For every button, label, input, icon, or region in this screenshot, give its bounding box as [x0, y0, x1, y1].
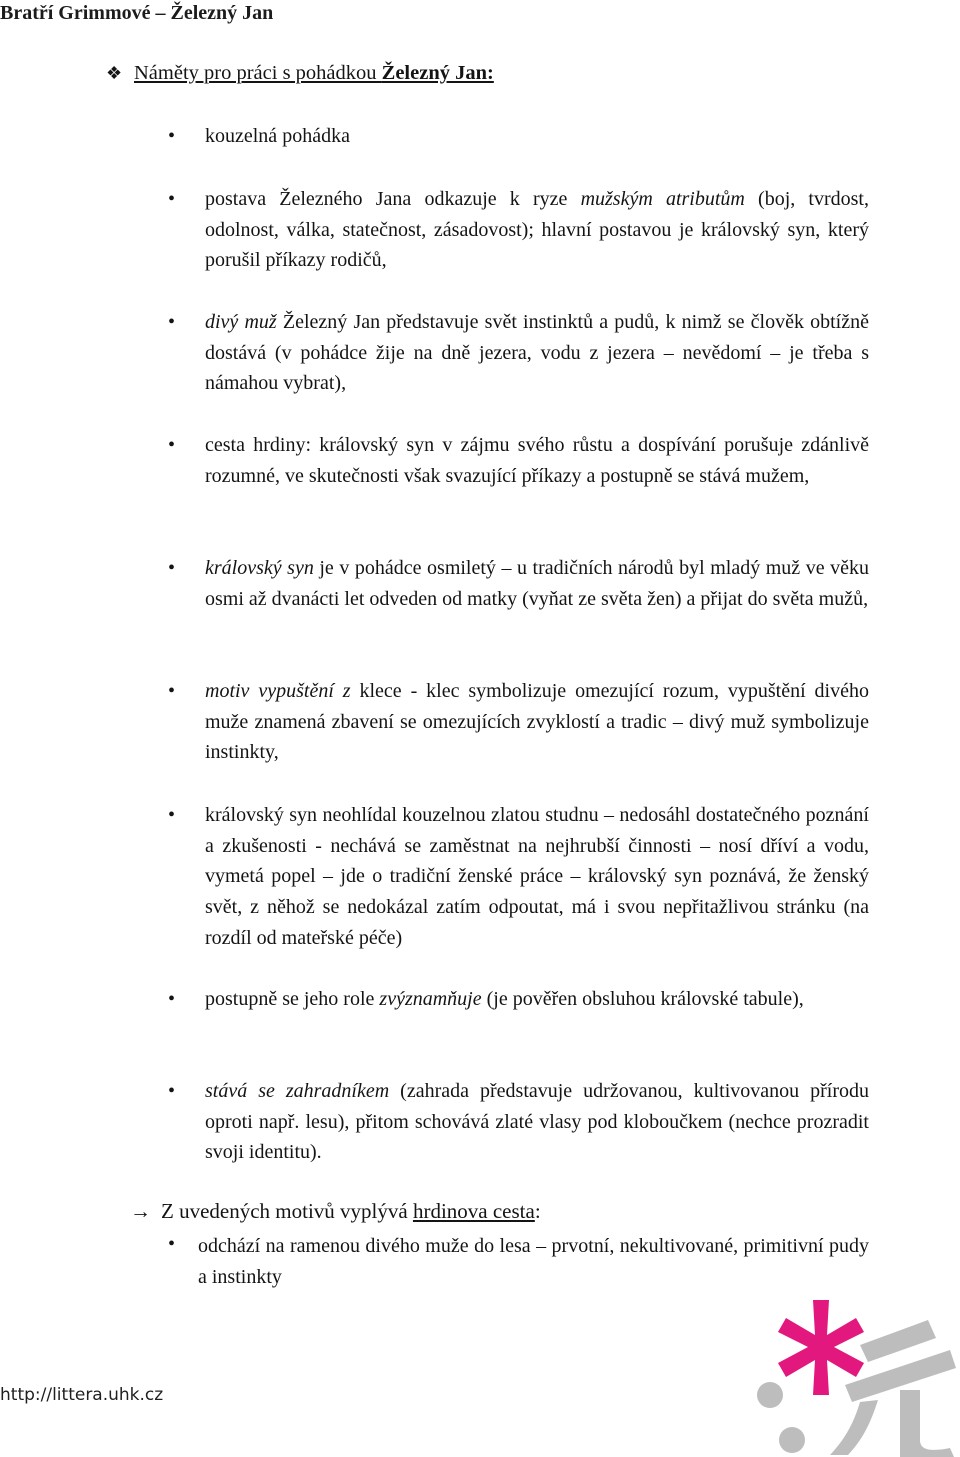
bullet-icon: •: [168, 804, 176, 826]
list-item-text: stává se zahradníkem (zahrada představuje udržovanou, kultivovanou přírodu oproti např. lesu), přitom schovává zlaté vlasy pod kloboučkem (nechce prozradit svoji identitu).: [205, 1080, 869, 1164]
conclusion-suffix: :: [534, 1199, 541, 1223]
conclusion-line: [130, 1199, 541, 1224]
conclusion-sub-item: odchází na ramenou divého muže do lesa – prvotní, nekultivované, primitivní pudy a instinkty: [198, 1235, 869, 1288]
list-item-text: postava Železného Jana odkazuje k ryze mužským atributům (boj, tvrdost, odolnost, válka, statečnost, zásadovost); hlavní postavou je královský syn, který porušil příkazy rodičů,: [205, 188, 869, 272]
conclusion-prefix: Z uvedených motivů vyplývá: [161, 1199, 413, 1223]
bullet-icon: •: [168, 311, 176, 333]
logo-grey-shape: [757, 1320, 956, 1457]
bullet-icon: •: [168, 1080, 176, 1102]
list-item-text: motiv vypuštění z klece - klec symbolizuje omezující rozum, vypuštění divého muže znamená zbavení se omezujících zvyklostí a tradic – divý muž symbolizuje instinkty,: [205, 680, 869, 764]
bullet-icon: •: [168, 988, 176, 1010]
conclusion-link-text: hrdinova cesta: [412, 1199, 535, 1223]
list-item-text: divý muž Železný Jan představuje svět instinktů a pudů, k nimž se člověk obtížně dostává (v pohádce žije na dně jezera, vodu z jezera – nevědomí – je třeba s námahou vybrat),: [205, 311, 869, 395]
logo-pink-asterisk: [778, 1300, 864, 1395]
list-item-text: královský syn je v pohádce osmiletý – u tradičních národů byl mladý muž ve věku osmi až dvanácti let odveden od matky (vyňat ze světa žen) a přijat do světa mužů,: [205, 557, 869, 610]
footer-url: http://littera.uhk.cz: [0, 1385, 164, 1405]
bullet-icon: •: [168, 125, 176, 147]
list-item-text: cesta hrdiny: královský syn v zájmu svého růstu a dospívání porušuje zdánlivě rozumné, ve skutečnosti však svazující příkazy a postupně se stává mužem,: [205, 434, 869, 487]
section-heading: [106, 62, 494, 85]
bullet-icon: •: [168, 680, 176, 702]
page-header-title: Bratří Grimmové – Železný Jan: [0, 2, 274, 24]
diamond-bullet-icon: ❖: [106, 63, 123, 83]
right-arrow-icon: →: [130, 1199, 151, 1223]
littera-logo-icon: [750, 1290, 960, 1457]
heading-prefix: Náměty pro práci s pohádkou: [134, 62, 382, 84]
list-item-text: kouzelná pohádka: [205, 125, 350, 147]
bullet-icon: •: [168, 434, 176, 456]
bullet-icon: •: [168, 1233, 176, 1255]
list-item-text: královský syn neohlídal kouzelnou zlatou studnu – nedosáhl dostatečného poznání a zkušenosti - nechává se zaměstnat na nejhrubší činnosti – nosí dříví a vodu, vymetá popel – jde o tradiční ženské práce – královský syn poznává, že ženský svět, z něhož se nedokázal zatím odpoutat, má i svou nepřitažlivou stránku (na rozdíl od mateřské péče): [205, 804, 869, 949]
list-item-text: postupně se jeho role zvýznamňuje (je pověřen obsluhou královské tabule),: [205, 988, 804, 1010]
bullet-icon: •: [168, 557, 176, 579]
bullet-icon: •: [168, 188, 176, 210]
heading-bold: Železný Jan:: [381, 62, 494, 84]
